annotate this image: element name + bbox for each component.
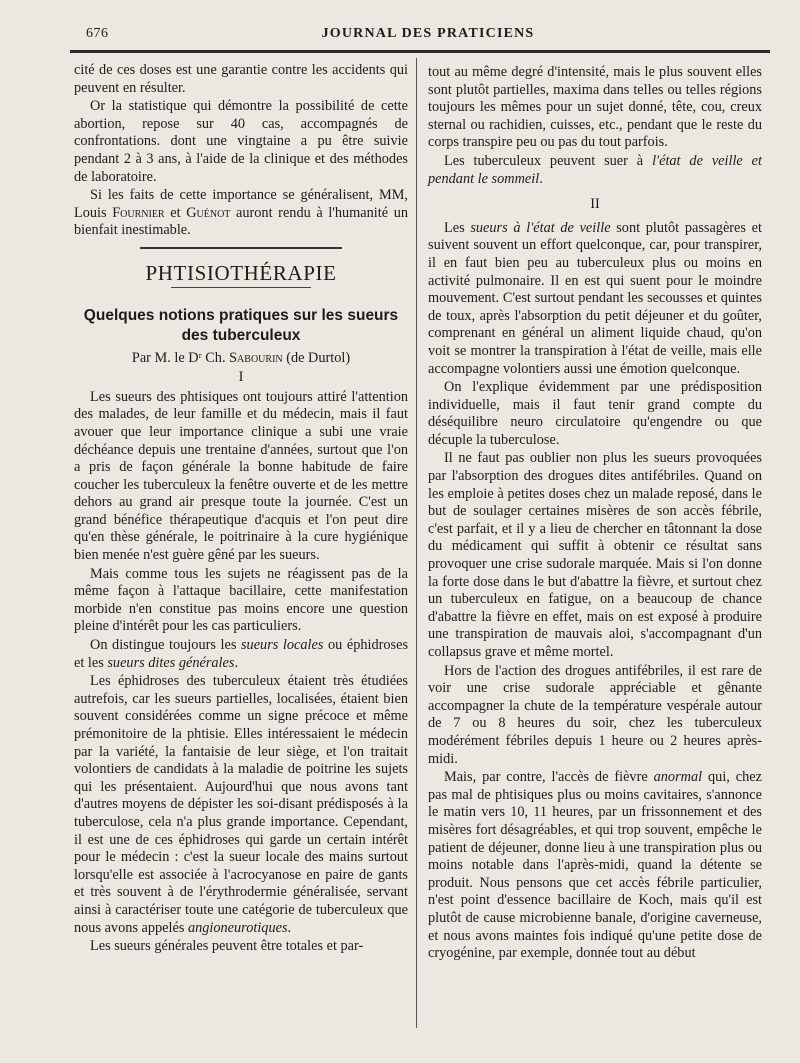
paragraph: Or la statistique qui démontre la possibilité de cette abortion, repose sur 40 cas, accompagnés de confrontations. dont une vingtaine a pu être suivie pendant 2 à 3 ans, à l'aide de la clinique et des méthodes de laboratoire. xyxy=(74,98,408,185)
paragraph: Les sueurs générales peuvent être totales et par- xyxy=(90,938,364,955)
text-run: auront rendu à l'humanité un bienfait inestimable. xyxy=(74,204,409,239)
text-run: Les tuberculeux peuvent suer à xyxy=(444,152,653,169)
text-run: . xyxy=(539,170,543,187)
header-rule xyxy=(70,50,770,53)
article-title-line: Quelques notions pratiques sur les sueurs xyxy=(83,306,399,324)
italic-term: anormal xyxy=(653,769,703,786)
paragraph: Les sueurs des phtisiques ont toujours attiré l'attention des malades, de leur famille et du médecin, mais il faut avouer que leur importance clinique a subi une vraie déchéance depuis une trentaine d'années, surtout que l'on a pris de façon générale la bonne habitude de faire coucher les tuberculeux la fenêtre ouverte et de les mettre dehors au grand air presque toute la journée. C'est un grand bénéfice thérapeutique d'acquis et l'on peut dire qu'en thèse générale, le poitrinaire à la cure hygiénique bien menée n'est guère gêné par les sueurs. xyxy=(74,388,408,564)
text-run: qui, chez pas mal de phtisiques plus ou moins cavitaires, s'annonce le matin vers 10, 11 heures, par un frissonnement et des misères fort désagréables, et qui trop souvent, empêche le patient de déjeuner, donne lieu à une transpiration plus ou moins notable dans l'après-midi, quand la détente se produit. Nous pensons que cet accès fébrile particulier, n'est point d'essence bacillaire de Koch, mais qu'il est plutôt de cause microbienne banale, d'origine caverneuse, et nous avons maintes fois indiqué qu'une petite dose de cryogénine, par exemple, donnée tout au début xyxy=(428,769,762,962)
text-run: Les éphidroses des tuberculeux étaient très étudiées autrefois, car les sueurs partielles, localisées, étaient bien souvent considérées comme un signe précoce et même prémonitoire de la phtisie. Elles intéressaient le médecin par la variété, la fantaisie de leur siège, et l'on traitait volontiers de candidats à la maladie de poitrine les sujets qui les présentaient. Aujourd'hui que nous avons tant d'autres moyens de dépister les soi-disant prédisposés à la tuberculose, cela n'a plus grande importance. Cependant, il est une de ces éphidroses qui garde un certain intérêt pour le médecin : c'est la sueur locale des mains surtout lorsqu'elle est associée à l'acrocyanose en paire de gants et très souvent à de l'érythrodermie généralisée, servant ainsi à caractériser toute une catégorie de tuberculeux que nous avons appelés xyxy=(74,673,408,936)
byline xyxy=(74,350,408,368)
italic-term: sueurs à l'état de veille xyxy=(470,219,611,236)
italic-term: l'état de veille et pendant le sommeil xyxy=(428,152,762,187)
paragraph xyxy=(428,769,762,963)
right-column xyxy=(428,64,762,964)
article-title xyxy=(74,306,408,346)
text-run: Par M. le Dʳ Ch. xyxy=(131,349,230,366)
italic-term: sueurs locales xyxy=(240,637,324,654)
text-run: Les xyxy=(444,219,471,236)
author-name: Fournier xyxy=(112,204,165,221)
page-header xyxy=(86,26,770,48)
paragraph xyxy=(74,637,408,672)
column-divider xyxy=(416,58,417,1028)
section-rule xyxy=(140,247,342,249)
text-run: Si les faits de cette importance se généralisent, MM, Louis xyxy=(74,187,408,221)
text-run: et xyxy=(164,204,187,221)
paragraph xyxy=(74,187,408,240)
author-name: Guénot xyxy=(186,204,231,221)
italic-term: sueurs dites générales xyxy=(107,654,235,671)
paragraph xyxy=(428,153,762,188)
paragraph: cité de ces doses est une garantie contre les accidents qui peuvent en résulter. xyxy=(74,62,408,96)
text-run: (de Durtol) xyxy=(282,349,351,366)
paragraph: tout au même degré d'intensité, mais le plus souvent elles sont plutôt partielles, maxima dans telles ou telles régions toujours les mêmes pour un sujet donné, tête, cou, creux sternal ou rachidien, cuisses, etc., pendant que le reste du corps transpire peu ou pas du tout parfois. xyxy=(428,64,762,151)
section-title: PHTISIOTHÉRAPIE xyxy=(145,260,337,285)
section-number: II xyxy=(590,196,600,213)
paragraph: Mais comme tous les sujets ne réagissent pas de la même façon à l'attaque bacillaire, cette manifestation morbide n'en constitue pas moins encore une question pleine d'intérêt pour les cas particuliers. xyxy=(74,565,408,635)
text-run: . xyxy=(287,919,292,936)
paragraph: Hors de l'action des drogues antifébriles, il est rare de voir une crise sudorale appréciable et gênante accompagner la chute de la température vespérale autour de 7 ou 8 heures du soir, chez les tuberculeux modérément fébriles depuis 1 heure ou 2 heures après-midi. xyxy=(428,662,762,767)
author-name: Sabourin xyxy=(229,349,283,366)
paragraph: On l'explique évidemment par une prédisposition individuelle, mais il faut tenir grand compte du déséquilibre neuro circulatoire qu'engendre ou que décuple la tuberculose. xyxy=(428,379,762,448)
paragraph xyxy=(74,673,408,937)
left-column xyxy=(74,62,408,957)
text-run: . xyxy=(234,654,239,671)
section-number: I xyxy=(238,369,244,386)
page-number: 676 xyxy=(86,26,109,41)
section-title-underline xyxy=(171,287,311,288)
text-run: On distingue toujours les xyxy=(90,637,241,654)
text-run: ou éphidroses et les xyxy=(74,637,409,671)
paragraph xyxy=(428,220,762,378)
article-title-line: des tuberculeux xyxy=(181,326,301,344)
text-run: Mais, par contre, l'accès de fièvre xyxy=(444,769,654,786)
text-run: sont plutôt passagères et suivent souvent un effort quelconque, car, pour transpirer, il en faut bien peu au tuberculeux plus ou moins en activité pulmonaire. Il en est qui suent pour le moindre mouvement. C'est surtout pendant les secousses et quintes de toux, après l'absorption du petit déjeuner et du goûter, comprenant en général un aliment liquide chaud, qu'on voit se montrer la transpiration à l'état de veille, mais elle accompagne volontiers aussi une émotion quelconque. xyxy=(428,219,762,377)
journal-title: JOURNAL DES PRATICIENS xyxy=(321,26,535,41)
italic-term: angioneurotiques xyxy=(187,919,288,936)
paragraph: Il ne faut pas oublier non plus les sueurs provoquées par l'absorption des drogues dites antifébriles. Quand on les emploie à petites doses chez un malade reposé, dans le but de soulager certaines misères de son accès fébrile, c'est parfait, et il y a lieu de chercher en tâtonnant la dose du médicament qui suffit à obtenir ce résultat sans provoquer une crise sudorale marquée. Mais si l'on donne la forte dose dans le but d'abattre la fièvre, et surtout chez un tuberculeux en fatigue, on a beaucoup de chance d'abattre la fièvre en effet, mais on est exposé à produire une transpiration de mauvais aloi, s'accompagnant d'un collapsus grave et même mortel. xyxy=(428,450,762,660)
